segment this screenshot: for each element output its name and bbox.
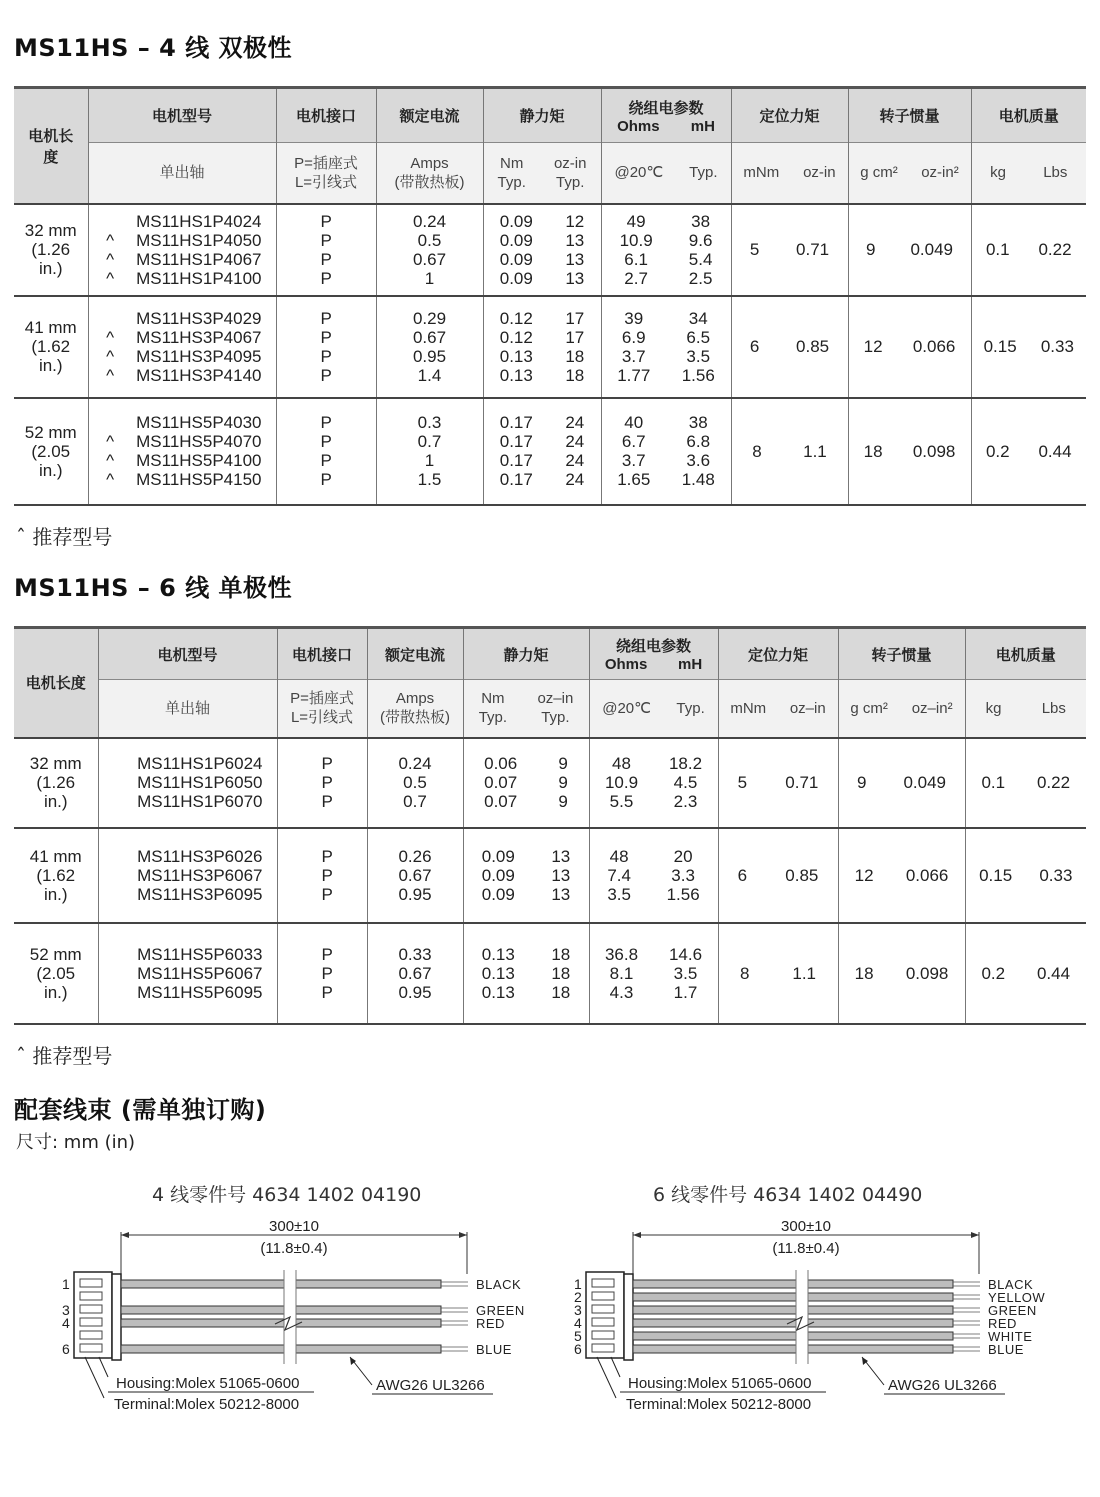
current-header: 额定电流: [376, 88, 483, 143]
housing-label: Housing:Molex 51065-0600: [628, 1375, 812, 1392]
model-number: MS11HS1P4100: [136, 268, 262, 288]
connector-type: P P P: [277, 738, 367, 828]
section2-title: MS11HS – 6 线 单极性: [14, 574, 293, 602]
harness-six: [574, 1218, 1045, 1413]
winding-params: 49 10.9 6.1 2.7 38 9.6 5.4 2.5: [601, 204, 731, 296]
harness-four: [62, 1218, 525, 1413]
motor-length: 32 mm (1.26 in.): [29, 754, 82, 811]
rotor-inertia: 18 0.098: [848, 398, 971, 505]
winding-header: 绕组电参数 Ohms mH: [589, 628, 718, 680]
rated-current: 0.24 0.5 0.67 1: [376, 204, 483, 296]
detent-torque: 8 1.1: [731, 398, 848, 505]
dimension-length: 300±10: [781, 1218, 831, 1235]
motor-mass: 0.1 0.22: [965, 738, 1086, 828]
table-row: [14, 738, 1086, 828]
wire-color-label: RED: [476, 1316, 505, 1331]
model-numbers: [88, 204, 276, 296]
recommended-mark: ^: [106, 451, 115, 470]
holding-torque: 0.17 0.17 0.17 0.17 24 24 24 24: [483, 398, 601, 505]
winding-params: 48 10.9 5.5 18.2 4.5 2.3: [589, 738, 718, 828]
model-number: MS11HS5P4150: [136, 470, 262, 489]
wire-color-label: YELLOW: [988, 1290, 1046, 1305]
rotor-inertia: 12 0.066: [848, 296, 971, 398]
recommended-mark: ^: [106, 432, 115, 451]
table-row: [14, 204, 1086, 296]
connector-type: P P P P: [276, 296, 376, 398]
awg-label: AWG26 UL3266: [376, 1377, 485, 1394]
winding-header: 绕组电参数 Ohms mH: [601, 88, 731, 143]
inertia-header: 转子惯量: [838, 628, 965, 680]
connector-type: P P P P: [276, 204, 376, 296]
rated-current: 0.26 0.67 0.95: [367, 828, 463, 923]
torque-header: 静力矩: [463, 628, 589, 680]
mass-subheader: kg Lbs: [965, 680, 1086, 738]
recommended-mark: ^: [106, 365, 115, 385]
winding-params: 36.8 8.1 4.3 14.6 3.5 1.7: [589, 923, 718, 1024]
recommended-mark: ^: [106, 249, 115, 269]
harness-drawings: [0, 1212, 1100, 1432]
rated-current: 0.33 0.67 0.95: [367, 923, 463, 1024]
rotor-inertia: 9 0.049: [838, 738, 965, 828]
model-number: MS11HS5P4070: [136, 432, 262, 451]
connector-header: 电机接口: [276, 88, 376, 143]
winding-subheader: @20℃ Typ.: [589, 680, 718, 738]
inertia-subheader: g cm² oz-in²: [848, 143, 971, 204]
model-number: MS11HS5P6095: [137, 982, 263, 1002]
model-number: MS11HS3P4095: [136, 346, 262, 366]
connector-type: P P P: [277, 828, 367, 923]
dimension-length: 300±10: [269, 1218, 319, 1235]
length-header: 电机长度: [14, 88, 88, 204]
table-row: [14, 296, 1086, 398]
detent-header: 定位力矩: [718, 628, 838, 680]
current-header: 额定电流: [367, 628, 463, 680]
model-number: MS11HS3P6026: [137, 846, 263, 866]
motor-length: 41 mm (1.62 in.): [24, 318, 77, 375]
pin-number: 3: [574, 1302, 582, 1318]
spec-table-4wire: [14, 86, 1086, 506]
table-row: [14, 828, 1086, 923]
pin-number: 4: [574, 1315, 582, 1331]
wire-color-label: WHITE: [988, 1329, 1033, 1344]
detent-header: 定位力矩: [731, 88, 848, 143]
current-subheader: Amps (带散热板): [367, 680, 463, 738]
detent-torque: 8 1.1: [718, 923, 838, 1024]
motor-length: 52 mm (2.05 in.): [29, 944, 82, 1002]
wire-color-label: BLACK: [476, 1277, 522, 1292]
detent-torque: 5 0.71: [731, 204, 848, 296]
pin-number: 1: [574, 1276, 582, 1292]
spec-table-6wire: [14, 626, 1086, 1025]
detent-torque: 6 0.85: [731, 296, 848, 398]
pin-number: 3: [62, 1302, 70, 1318]
model-number: MS11HS1P6070: [137, 792, 263, 811]
rotor-inertia: 9 0.049: [848, 204, 971, 296]
torque-header: 静力矩: [483, 88, 601, 143]
table-row: [14, 398, 1086, 505]
holding-torque: 0.09 0.09 0.09 13 13 13: [463, 828, 589, 923]
torque-subheader: Nm Typ. oz-in Typ.: [483, 143, 601, 204]
motor-mass: 0.1 0.22: [971, 204, 1086, 296]
connector-header: 电机接口: [277, 628, 367, 680]
holding-torque: 0.09 0.09 0.09 0.09 12 13 13 13: [483, 204, 601, 296]
detent-subheader: mNm oz-in: [731, 143, 848, 204]
rated-current: 0.29 0.67 0.95 1.4: [376, 296, 483, 398]
torque-subheader: Nm Typ. oz–in Typ.: [463, 680, 589, 738]
holding-torque: 0.13 0.13 0.13 18 18 18: [463, 923, 589, 1024]
units-note: 尺寸: mm (in): [16, 1132, 136, 1153]
motor-length: 41 mm (1.62 in.): [29, 846, 82, 904]
model-numbers: [98, 923, 277, 1024]
model-number: MS11HS3P6067: [137, 865, 263, 885]
model-numbers: [98, 738, 277, 828]
mass-header: 电机质量: [965, 628, 1086, 680]
table-row: [14, 923, 1086, 1024]
holding-torque: 0.06 0.07 0.07 9 9 9: [463, 738, 589, 828]
awg-label: AWG26 UL3266: [888, 1377, 997, 1394]
pin-number: 1: [62, 1276, 70, 1292]
model-number: MS11HS5P6033: [137, 944, 263, 964]
connector-type: P P P: [277, 923, 367, 1024]
part-number-4wire: 4 线零件号 4634 1402 04190: [152, 1184, 422, 1206]
wire-color-label: GREEN: [988, 1303, 1037, 1318]
holding-torque: 0.12 0.12 0.13 0.13 17 17 18 18: [483, 296, 601, 398]
model-numbers: [98, 828, 277, 923]
terminal-label: Terminal:Molex 50212-8000: [626, 1396, 812, 1413]
length-header: 电机长度: [14, 628, 98, 738]
mass-header: 电机质量: [971, 88, 1086, 143]
dimension-length-in: (11.8±0.4): [772, 1240, 840, 1257]
rotor-inertia: 18 0.098: [838, 923, 965, 1024]
motor-mass: 0.2 0.44: [965, 923, 1086, 1024]
wire-color-label: BLUE: [476, 1342, 512, 1357]
motor-mass: 0.2 0.44: [971, 398, 1086, 505]
inertia-subheader: g cm² oz–in²: [838, 680, 965, 738]
connector-type: P P P P: [276, 398, 376, 505]
pin-number: 5: [574, 1328, 582, 1344]
model-number: MS11HS5P4030: [136, 413, 262, 432]
model-number: MS11HS1P4067: [136, 249, 262, 269]
rated-current: 0.3 0.7 1 1.5: [376, 398, 483, 505]
model-number: MS11HS5P4100: [136, 451, 262, 470]
model-number: MS11HS1P4024: [136, 211, 262, 231]
harness-title: 配套线束 (需单独订购): [14, 1096, 267, 1124]
winding-subheader: @20℃ Typ.: [601, 143, 731, 204]
rated-current: 0.24 0.5 0.7: [367, 738, 463, 828]
rotor-inertia: 12 0.066: [838, 828, 965, 923]
pin-number: 6: [62, 1341, 70, 1357]
winding-params: 40 6.7 3.7 1.65 38 6.8 3.6 1.48: [601, 398, 731, 505]
model-number: MS11HS3P6095: [137, 884, 263, 904]
recommended-mark: ^: [106, 327, 115, 347]
wire-color-label: BLACK: [988, 1277, 1034, 1292]
model-number: MS11HS3P4140: [136, 365, 262, 385]
model-header: 电机型号: [98, 628, 277, 680]
connector-subheader: P=插座式 L=引线式: [277, 680, 367, 738]
model-numbers: [88, 398, 276, 505]
detent-subheader: mNm oz–in: [718, 680, 838, 738]
motor-length: 32 mm (1.26 in.): [24, 221, 77, 278]
model-number: MS11HS3P4029: [136, 308, 262, 328]
current-subheader: Amps (带散热板): [376, 143, 483, 204]
recommended-note-1: ˆ 推荐型号: [16, 525, 113, 549]
winding-params: 48 7.4 3.5 20 3.3 1.56: [589, 828, 718, 923]
model-number: MS11HS5P6067: [137, 963, 263, 983]
detent-torque: 6 0.85: [718, 828, 838, 923]
motor-mass: 0.15 0.33: [971, 296, 1086, 398]
winding-params: 39 6.9 3.7 1.77 34 6.5 3.5 1.56: [601, 296, 731, 398]
model-subheader: 单出轴: [88, 143, 276, 204]
wire-color-label: BLUE: [988, 1342, 1024, 1357]
section1-title: MS11HS – 4 线 双极性: [14, 34, 293, 62]
inertia-header: 转子惯量: [848, 88, 971, 143]
recommended-mark: ^: [106, 470, 115, 489]
mass-subheader: kg Lbs: [971, 143, 1086, 204]
pin-number: 6: [574, 1341, 582, 1357]
motor-mass: 0.15 0.33: [965, 828, 1086, 923]
dimension-length-in: (11.8±0.4): [260, 1240, 328, 1257]
detent-torque: 5 0.71: [718, 738, 838, 828]
recommended-mark: ^: [106, 346, 115, 366]
model-number: MS11HS3P4067: [136, 327, 262, 347]
model-subheader: 单出轴: [98, 680, 277, 738]
part-number-6wire: 6 线零件号 4634 1402 04490: [653, 1184, 923, 1206]
model-header: 电机型号: [88, 88, 276, 143]
wire-color-label: RED: [988, 1316, 1017, 1331]
model-number: MS11HS1P6050: [137, 773, 263, 792]
model-numbers: [88, 296, 276, 398]
recommended-note-2: ˆ 推荐型号: [16, 1044, 113, 1068]
model-number: MS11HS1P6024: [137, 754, 263, 773]
terminal-label: Terminal:Molex 50212-8000: [114, 1396, 300, 1413]
motor-length: 52 mm (2.05 in.): [24, 422, 77, 480]
recommended-mark: ^: [106, 230, 115, 250]
housing-label: Housing:Molex 51065-0600: [116, 1375, 300, 1392]
pin-number: 4: [62, 1315, 70, 1331]
model-number: MS11HS1P4050: [136, 230, 262, 250]
pin-number: 2: [574, 1289, 582, 1305]
connector-subheader: P=插座式 L=引线式: [276, 143, 376, 204]
recommended-mark: ^: [106, 268, 115, 288]
wire-color-label: GREEN: [476, 1303, 525, 1318]
